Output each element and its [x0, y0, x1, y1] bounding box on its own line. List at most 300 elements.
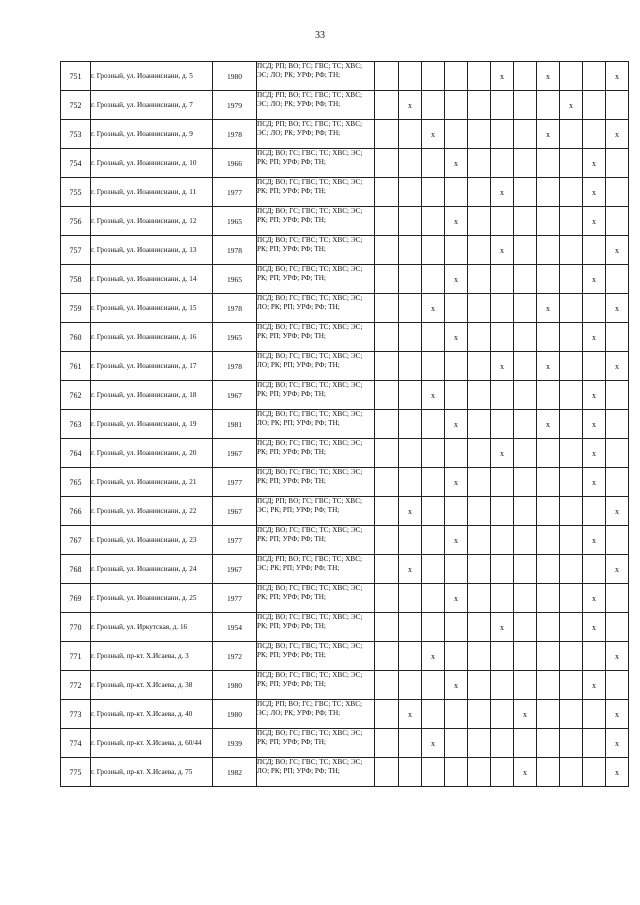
works-cell	[257, 700, 375, 729]
mark-cell	[445, 555, 468, 584]
mark-cell	[537, 91, 560, 120]
mark-cell	[514, 584, 537, 613]
mark-cell	[422, 439, 445, 468]
year-cell: 1977	[213, 468, 257, 497]
address-cell: г. Грозный, пр-кт. Х.Исаева, д. 38	[91, 671, 213, 700]
row-number: 756	[61, 207, 91, 236]
works-list: ПСД; РП; ВО; ГС; ГВС; ТС; ХВС; ЭС; ЛО; РК; УРФ; РФ; ТН;	[257, 91, 363, 109]
mark-cell	[422, 526, 445, 555]
table-row	[61, 91, 629, 120]
mark-cell: x	[583, 178, 606, 207]
mark-cell	[606, 381, 629, 410]
table-row	[61, 149, 629, 178]
mark-cell	[445, 613, 468, 642]
empty-cell	[375, 671, 399, 700]
mark-cell: x	[445, 468, 468, 497]
mark-cell	[491, 91, 514, 120]
mark-cell	[560, 410, 583, 439]
mark-cell	[468, 120, 491, 149]
works-cell	[257, 410, 375, 439]
mark-cell	[491, 555, 514, 584]
mark-cell	[514, 671, 537, 700]
mark-cell	[560, 265, 583, 294]
mark-cell: x	[583, 526, 606, 555]
mark-cell	[560, 729, 583, 758]
year-cell: 1965	[213, 207, 257, 236]
mark-cell	[422, 323, 445, 352]
year-cell: 1979	[213, 91, 257, 120]
mark-cell	[445, 381, 468, 410]
year-cell: 1966	[213, 149, 257, 178]
mark-cell	[560, 323, 583, 352]
works-cell	[257, 729, 375, 758]
mark-cell: x	[583, 468, 606, 497]
mark-cell	[468, 91, 491, 120]
works-cell	[257, 468, 375, 497]
mark-cell: x	[606, 62, 629, 91]
mark-cell: x	[491, 439, 514, 468]
works-cell	[257, 497, 375, 526]
mark-cell	[537, 613, 560, 642]
table-row	[61, 62, 629, 91]
table-row	[61, 236, 629, 265]
works-cell	[257, 62, 375, 91]
mark-cell	[583, 729, 606, 758]
mark-cell	[491, 758, 514, 787]
mark-cell	[560, 294, 583, 323]
empty-cell	[375, 497, 399, 526]
mark-cell	[606, 323, 629, 352]
mark-cell: x	[422, 642, 445, 671]
mark-cell	[560, 758, 583, 787]
mark-cell	[399, 613, 422, 642]
year-cell: 1965	[213, 265, 257, 294]
row-number: 753	[61, 120, 91, 149]
empty-cell	[375, 613, 399, 642]
mark-cell	[399, 671, 422, 700]
mark-cell: x	[491, 352, 514, 381]
mark-cell	[445, 700, 468, 729]
mark-cell	[399, 758, 422, 787]
mark-cell	[560, 526, 583, 555]
mark-cell	[537, 323, 560, 352]
mark-cell	[491, 729, 514, 758]
mark-cell	[468, 62, 491, 91]
mark-cell	[491, 468, 514, 497]
empty-cell	[375, 381, 399, 410]
mark-cell	[399, 381, 422, 410]
mark-cell	[537, 265, 560, 294]
mark-cell: x	[491, 62, 514, 91]
works-list: ПСД; РП; ВО; ГС; ГВС; ТС; ХВС; ЭС; ЛО; РК; УРФ; РФ; ТН;	[257, 120, 363, 138]
empty-cell	[375, 265, 399, 294]
mark-cell	[468, 323, 491, 352]
mark-cell	[560, 236, 583, 265]
page-number: 33	[315, 30, 325, 41]
mark-cell: x	[583, 671, 606, 700]
mark-cell	[514, 91, 537, 120]
works-cell	[257, 671, 375, 700]
works-cell	[257, 207, 375, 236]
mark-cell	[560, 642, 583, 671]
year-cell: 1978	[213, 352, 257, 381]
mark-cell	[583, 294, 606, 323]
mark-cell: x	[422, 120, 445, 149]
mark-cell: x	[445, 671, 468, 700]
year-cell: 1967	[213, 439, 257, 468]
mark-cell	[491, 410, 514, 439]
works-list: ПСД; ВО; ГС; ГВС; ТС; ХВС; ЭС; РК; РП; УРФ; РФ; ТН;	[257, 207, 363, 225]
works-list: ПСД; ВО; ГС; ГВС; ТС; ХВС; ЭС; РК; РП; УРФ; РФ; ТН;	[257, 381, 363, 399]
mark-cell	[583, 555, 606, 584]
row-number: 763	[61, 410, 91, 439]
mark-cell: x	[399, 497, 422, 526]
mark-cell	[583, 497, 606, 526]
empty-cell	[375, 323, 399, 352]
mark-cell	[422, 207, 445, 236]
row-number: 773	[61, 700, 91, 729]
mark-cell	[491, 294, 514, 323]
mark-cell	[399, 526, 422, 555]
mark-cell	[445, 497, 468, 526]
year-cell: 1978	[213, 294, 257, 323]
table-row	[61, 120, 629, 149]
mark-cell	[560, 149, 583, 178]
year-cell: 1972	[213, 642, 257, 671]
mark-cell	[491, 207, 514, 236]
empty-cell	[375, 584, 399, 613]
year-cell: 1954	[213, 613, 257, 642]
mark-cell	[537, 381, 560, 410]
address-cell: г. Грозный, ул. Иоаннисиани, д. 14	[91, 265, 213, 294]
mark-cell	[491, 526, 514, 555]
mark-cell	[422, 410, 445, 439]
works-cell	[257, 758, 375, 787]
mark-cell	[468, 555, 491, 584]
table-body	[61, 62, 629, 787]
mark-cell	[560, 439, 583, 468]
mark-cell	[514, 236, 537, 265]
mark-cell	[537, 439, 560, 468]
mark-cell: x	[514, 758, 537, 787]
mark-cell	[537, 642, 560, 671]
mark-cell	[445, 178, 468, 207]
mark-cell	[422, 613, 445, 642]
mark-cell	[468, 236, 491, 265]
works-list: ПСД; ВО; ГС; ГВС; ТС; ХВС; ЭС; РК; РП; УРФ; РФ; ТН;	[257, 149, 363, 167]
mark-cell	[560, 555, 583, 584]
mark-cell	[606, 439, 629, 468]
mark-cell	[514, 613, 537, 642]
empty-cell	[375, 352, 399, 381]
row-number: 752	[61, 91, 91, 120]
table-row	[61, 700, 629, 729]
year-cell: 1977	[213, 526, 257, 555]
mark-cell: x	[583, 381, 606, 410]
mark-cell	[422, 468, 445, 497]
mark-cell	[399, 323, 422, 352]
empty-cell	[375, 439, 399, 468]
row-number: 751	[61, 62, 91, 91]
mark-cell: x	[583, 439, 606, 468]
mark-cell	[514, 410, 537, 439]
mark-cell	[491, 149, 514, 178]
mark-cell	[468, 207, 491, 236]
mark-cell	[468, 613, 491, 642]
address-cell: г. Грозный, ул. Иоаннисиани, д. 20	[91, 439, 213, 468]
year-cell: 1978	[213, 236, 257, 265]
row-number: 771	[61, 642, 91, 671]
mark-cell	[606, 671, 629, 700]
mark-cell	[468, 671, 491, 700]
mark-cell	[537, 671, 560, 700]
address-cell: г. Грозный, ул. Иоаннисиани, д. 11	[91, 178, 213, 207]
mark-cell	[468, 758, 491, 787]
mark-cell: x	[445, 265, 468, 294]
mark-cell: x	[606, 758, 629, 787]
year-cell: 1981	[213, 410, 257, 439]
row-number: 775	[61, 758, 91, 787]
mark-cell	[537, 526, 560, 555]
table-row	[61, 642, 629, 671]
works-cell	[257, 323, 375, 352]
mark-cell	[399, 120, 422, 149]
empty-cell	[375, 758, 399, 787]
mark-cell: x	[606, 294, 629, 323]
works-cell	[257, 381, 375, 410]
mark-cell	[445, 236, 468, 265]
mark-cell	[422, 700, 445, 729]
mark-cell	[560, 120, 583, 149]
mark-cell: x	[445, 149, 468, 178]
year-cell: 1967	[213, 381, 257, 410]
mark-cell: x	[537, 352, 560, 381]
mark-cell: x	[537, 120, 560, 149]
works-list: ПСД; РП; ВО; ГС; ГВС; ТС; ХВС; ЭС; РК; РП; УРФ; РФ; ТН;	[257, 497, 363, 515]
works-list: ПСД; ВО; ГС; ГВС; ТС; ХВС; ЭС; РК; РП; УРФ; РФ; ТН;	[257, 468, 363, 486]
year-cell: 1939	[213, 729, 257, 758]
mark-cell: x	[537, 62, 560, 91]
row-number: 754	[61, 149, 91, 178]
mark-cell	[514, 294, 537, 323]
address-cell: г. Грозный, пр-кт. Х.Исаева, д. 75	[91, 758, 213, 787]
empty-cell	[375, 729, 399, 758]
mark-cell	[491, 265, 514, 294]
mark-cell	[399, 642, 422, 671]
address-cell: г. Грозный, ул. Иоаннисиани, д. 23	[91, 526, 213, 555]
works-cell	[257, 642, 375, 671]
mark-cell	[537, 584, 560, 613]
mark-cell: x	[445, 526, 468, 555]
mark-cell	[468, 468, 491, 497]
year-cell: 1982	[213, 758, 257, 787]
mark-cell: x	[583, 613, 606, 642]
works-cell	[257, 439, 375, 468]
mark-cell	[399, 294, 422, 323]
mark-cell	[560, 178, 583, 207]
mark-cell	[468, 439, 491, 468]
mark-cell	[514, 323, 537, 352]
works-cell	[257, 178, 375, 207]
mark-cell: x	[583, 323, 606, 352]
mark-cell	[560, 584, 583, 613]
mark-cell	[468, 729, 491, 758]
year-cell: 1980	[213, 62, 257, 91]
mark-cell	[445, 439, 468, 468]
table-row	[61, 526, 629, 555]
mark-cell: x	[422, 294, 445, 323]
works-cell	[257, 149, 375, 178]
works-list: ПСД; ВО; ГС; ГВС; ТС; ХВС; ЭС; РК; РП; УРФ; РФ; ТН;	[257, 265, 363, 283]
mark-cell: x	[514, 700, 537, 729]
row-number: 762	[61, 381, 91, 410]
mark-cell	[468, 497, 491, 526]
mark-cell	[583, 120, 606, 149]
row-number: 772	[61, 671, 91, 700]
mark-cell	[514, 497, 537, 526]
table-row	[61, 207, 629, 236]
mark-cell	[514, 178, 537, 207]
mark-cell	[560, 497, 583, 526]
works-list: ПСД; РП; ВО; ГС; ГВС; ТС; ХВС; ЭС; РК; РП; УРФ; РФ; ТН;	[257, 555, 363, 573]
mark-cell	[537, 468, 560, 497]
mark-cell	[399, 207, 422, 236]
table-row	[61, 729, 629, 758]
mark-cell	[491, 323, 514, 352]
year-cell: 1967	[213, 555, 257, 584]
address-cell: г. Грозный, ул. Иоаннисиани, д. 7	[91, 91, 213, 120]
works-cell	[257, 526, 375, 555]
mark-cell: x	[445, 323, 468, 352]
mark-cell	[399, 178, 422, 207]
mark-cell: x	[583, 584, 606, 613]
mark-cell	[606, 91, 629, 120]
mark-cell	[422, 555, 445, 584]
mark-cell: x	[422, 729, 445, 758]
address-cell: г. Грозный, ул. Иоаннисиани, д. 15	[91, 294, 213, 323]
mark-cell	[399, 468, 422, 497]
year-cell: 1980	[213, 671, 257, 700]
mark-cell	[445, 729, 468, 758]
address-cell: г. Грозный, ул. Иоаннисиани, д. 9	[91, 120, 213, 149]
table-row	[61, 178, 629, 207]
address-cell: г. Грозный, ул. Иоаннисиани, д. 12	[91, 207, 213, 236]
mark-cell: x	[422, 381, 445, 410]
works-list: ПСД; ВО; ГС; ГВС; ТС; ХВС; ЭС; ЛО; РК; РП; УРФ; РФ; ТН;	[257, 758, 363, 776]
empty-cell	[375, 178, 399, 207]
mark-cell	[422, 236, 445, 265]
empty-cell	[375, 62, 399, 91]
row-number: 767	[61, 526, 91, 555]
mark-cell	[583, 642, 606, 671]
mark-cell	[422, 758, 445, 787]
mark-cell: x	[606, 555, 629, 584]
works-cell	[257, 236, 375, 265]
mark-cell	[468, 642, 491, 671]
mark-cell: x	[537, 294, 560, 323]
mark-cell: x	[399, 91, 422, 120]
table-row	[61, 294, 629, 323]
mark-cell	[491, 120, 514, 149]
row-number: 766	[61, 497, 91, 526]
works-list: ПСД; ВО; ГС; ГВС; ТС; ХВС; ЭС; РК; РП; УРФ; РФ; ТН;	[257, 526, 363, 544]
housing-registry-table	[60, 61, 629, 787]
mark-cell	[399, 352, 422, 381]
table-row	[61, 265, 629, 294]
mark-cell	[606, 468, 629, 497]
mark-cell	[560, 613, 583, 642]
mark-cell	[606, 178, 629, 207]
mark-cell	[468, 700, 491, 729]
works-list: ПСД; ВО; ГС; ГВС; ТС; ХВС; ЭС; ЛО; РК; РП; УРФ; РФ; ТН;	[257, 294, 363, 312]
works-list: ПСД; ВО; ГС; ГВС; ТС; ХВС; ЭС; ЛО; РК; РП; УРФ; РФ; ТН;	[257, 410, 363, 428]
mark-cell	[514, 120, 537, 149]
mark-cell	[537, 555, 560, 584]
address-cell: г. Грозный, ул. Иоаннисиани, д. 24	[91, 555, 213, 584]
mark-cell	[560, 700, 583, 729]
row-number: 768	[61, 555, 91, 584]
mark-cell: x	[491, 178, 514, 207]
mark-cell	[468, 584, 491, 613]
mark-cell: x	[537, 410, 560, 439]
mark-cell	[422, 265, 445, 294]
works-list: ПСД; РП; ВО; ГС; ГВС; ТС; ХВС; ЭС; ЛО; РК; УРФ; РФ; ТН;	[257, 700, 363, 718]
works-list: ПСД; ВО; ГС; ГВС; ТС; ХВС; ЭС; ЛО; РК; РП; УРФ; РФ; ТН;	[257, 352, 363, 370]
address-cell: г. Грозный, пр-кт. Х.Исаева, д. 3	[91, 642, 213, 671]
mark-cell	[606, 584, 629, 613]
table-row	[61, 323, 629, 352]
row-number: 755	[61, 178, 91, 207]
mark-cell	[399, 729, 422, 758]
mark-cell	[468, 149, 491, 178]
year-cell: 1978	[213, 120, 257, 149]
address-cell: г. Грозный, ул. Иоаннисиани, д. 19	[91, 410, 213, 439]
mark-cell	[537, 758, 560, 787]
mark-cell	[399, 265, 422, 294]
mark-cell	[399, 149, 422, 178]
mark-cell: x	[445, 410, 468, 439]
mark-cell	[445, 642, 468, 671]
mark-cell	[606, 265, 629, 294]
mark-cell: x	[583, 410, 606, 439]
mark-cell	[537, 729, 560, 758]
mark-cell: x	[583, 207, 606, 236]
empty-cell	[375, 700, 399, 729]
mark-cell: x	[445, 207, 468, 236]
row-number: 770	[61, 613, 91, 642]
mark-cell	[560, 468, 583, 497]
mark-cell: x	[399, 555, 422, 584]
mark-cell	[445, 62, 468, 91]
mark-cell	[560, 381, 583, 410]
mark-cell: x	[606, 236, 629, 265]
mark-cell	[606, 149, 629, 178]
mark-cell: x	[491, 236, 514, 265]
mark-cell: x	[606, 497, 629, 526]
mark-cell	[445, 294, 468, 323]
works-cell	[257, 265, 375, 294]
mark-cell	[560, 352, 583, 381]
year-cell: 1965	[213, 323, 257, 352]
works-cell	[257, 555, 375, 584]
mark-cell	[560, 671, 583, 700]
address-cell: г. Грозный, ул. Иоаннисиани, д. 17	[91, 352, 213, 381]
mark-cell	[606, 613, 629, 642]
year-cell: 1980	[213, 700, 257, 729]
table-row	[61, 671, 629, 700]
works-cell	[257, 120, 375, 149]
mark-cell: x	[399, 700, 422, 729]
